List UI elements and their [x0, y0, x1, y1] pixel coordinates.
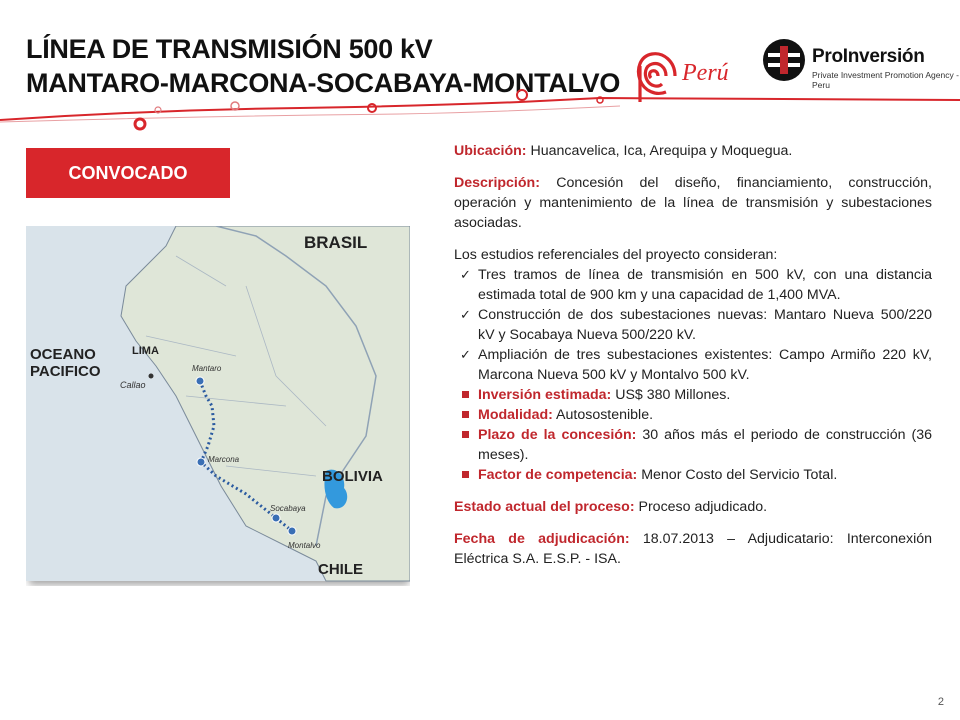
mantaro-node	[196, 377, 204, 385]
status-badge: CONVOCADO	[26, 148, 230, 198]
fact-label: Inversión estimada:	[478, 387, 612, 403]
list-item	[454, 465, 932, 485]
fact-label: Factor de competencia:	[478, 467, 638, 483]
list-item: ✓ Tres tramos de línea de transmisión en 500 kV, con una distancia estimada total de 900 km y una capacidad de 1,400 MVA.	[454, 265, 932, 305]
fact-label: Plazo de la concesión:	[478, 427, 637, 443]
montalvo-node	[288, 527, 296, 535]
lima-marker	[149, 374, 154, 379]
list-item	[454, 425, 932, 465]
fact-label: Modalidad:	[478, 407, 553, 423]
project-description	[454, 141, 932, 581]
descripcion-label: Descripción:	[454, 175, 540, 191]
fact-value: Menor Costo del Servicio Total.	[637, 467, 838, 483]
peru-brand-logo	[630, 36, 740, 106]
fact-value: 30 años más el periodo de construcción (36 meses).	[478, 427, 932, 463]
marcona-node	[197, 458, 205, 466]
ubicacion-value: Huancavelica, Ica, Arequipa y Moquegua.	[526, 143, 793, 159]
key-facts-list	[454, 385, 932, 485]
fecha-value: 18.07.2013 – Adjudicatario: Interconexión Eléctrica S.A. E.S.P. - ISA.	[454, 531, 933, 567]
map-label-socabaya: Socabaya	[270, 504, 306, 513]
page-number: 2	[937, 696, 944, 708]
descripcion-value: Concesión del diseño, financiamiento, construcción, operación y mantenimiento de la línea de transmisión y subestaciones asociadas.	[454, 175, 932, 231]
map-label-bolivia: BOLIVIA	[322, 468, 383, 485]
peru-logo-text: Perú	[682, 60, 729, 86]
proinversion-tagline: Private Investment Promotion Agency - Peru	[812, 70, 959, 90]
fecha-label: Fecha de adjudicación:	[454, 531, 630, 547]
ubicacion-paragraph	[454, 141, 932, 161]
descripcion-paragraph	[454, 173, 932, 233]
list-item	[454, 385, 932, 405]
estado-paragraph	[454, 497, 932, 517]
map-label-montalvo: Montalvo	[288, 541, 321, 550]
fact-value: Autosostenible.	[552, 407, 654, 423]
estudios-intro: Los estudios referenciales del proyecto consideran:	[454, 247, 778, 263]
project-map	[26, 226, 410, 586]
ubicacion-label: Ubicación:	[454, 143, 527, 159]
map-label-lima: LIMA	[132, 345, 159, 357]
list-item	[454, 405, 932, 425]
socabaya-node	[272, 514, 280, 522]
proinversion-name: ProInversión	[812, 46, 925, 67]
map-label-chile: CHILE	[318, 561, 363, 578]
list-item: ✓ Construcción de dos subestaciones nuevas: Mantaro Nueva 500/220 kV y Socabaya Nueva 500/220 kV.	[454, 305, 932, 345]
map-label-callao: Callao	[120, 380, 146, 390]
title-line-2: MANTARO-MARCONA-SOCABAYA-MONTALVO	[26, 68, 621, 98]
map-label-mantaro: Mantaro	[192, 364, 222, 373]
fact-value: US$ 380 Millones.	[611, 387, 731, 403]
map-label-marcona: Marcona	[208, 455, 240, 464]
map-label-pacifico: PACIFICO	[30, 363, 101, 380]
title-line-1: LÍNEA DE TRANSMISIÓN 500 kV	[26, 34, 433, 64]
estado-value: Proceso adjudicado.	[634, 499, 768, 515]
map-label-oceano: OCEANO	[30, 346, 96, 363]
map-label-brasil: BRASIL	[304, 233, 368, 252]
list-item: ✓ Ampliación de tres subestaciones existentes: Campo Armiño 220 kV, Marcona Nueva 500 kV y Montalvo 500 kV.	[454, 345, 932, 385]
fecha-paragraph	[454, 529, 932, 569]
estado-label: Estado actual del proceso:	[454, 499, 635, 515]
check-list	[454, 265, 932, 385]
